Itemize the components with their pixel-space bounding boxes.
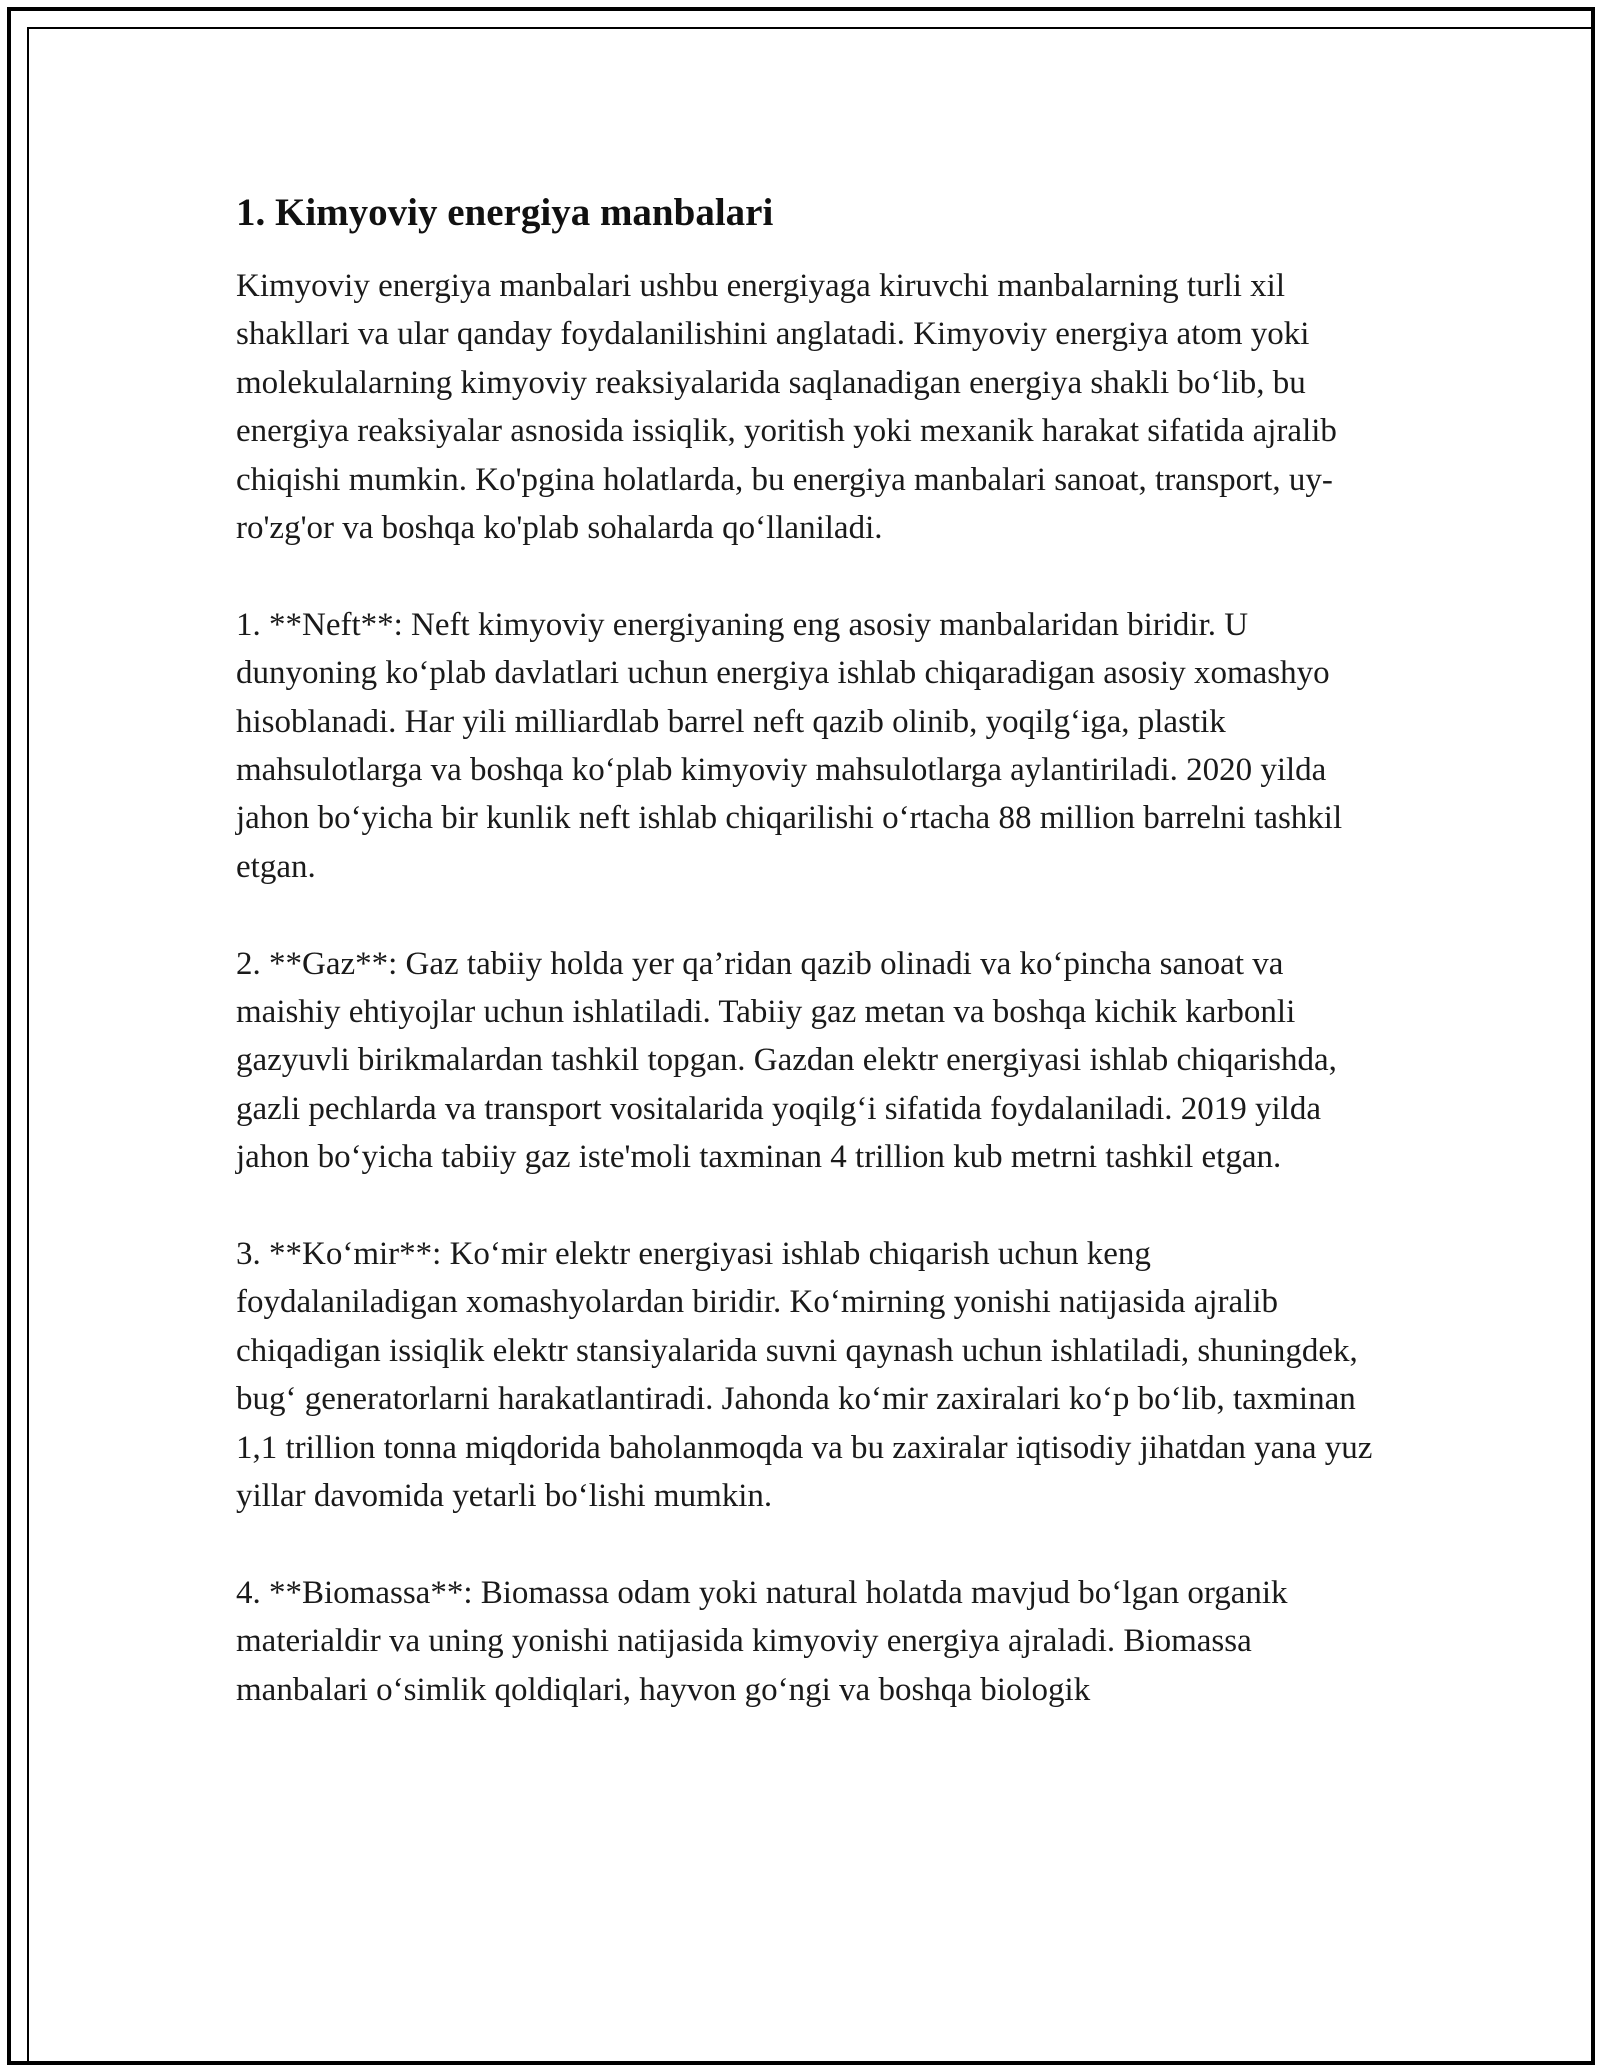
document-body [236, 188, 1376, 1763]
paragraph-biomassa: 4. **Biomassa**: Biomassa odam yoki natural holatda mavjud bo‘lgan organik materialdir va uning yonishi natijasida kimyoviy energiya ajraladi. Biomassa manbalari o‘simlik qoldiqlari, hayvon go‘ngi va boshqa biologik [236, 1574, 1288, 1708]
paragraph-neft: 1. **Neft**: Neft kimyoviy energiyaning eng asosiy manbalaridan biridir. U dunyoning ko‘plab davlatlari uchun energiya ishlab chiqaradigan asosiy xomashyo hisoblanadi. Har yili milliardlab barrel neft qazib olinib, yoqilg‘iga, plastik mahsulotlarga va boshqa ko‘plab kimyoviy mahsulotlarga aylantiriladi. 2020 yilda jahon bo‘yicha bir kunlik neft ishlab chiqarilishi o‘rtacha 88 million barrelni tashkil etgan. [236, 606, 1343, 885]
paragraph-gaz: 2. **Gaz**: Gaz tabiiy holda yer qa’ridan qazib olinadi va ko‘pincha sanoat va maishiy ehtiyojlar uchun ishlatiladi. Tabiiy gaz metan va boshqa kichik karbonli gazyuvli birikmalardan tashkil topgan. Gazdan elektr energiyasi ishlab chiqarishda, gazli pechlarda va transport vositalarida yoqilg‘i sifatida foydalaniladi. 2019 yilda jahon bo‘yicha tabiiy gaz iste'moli taxminan 4 trillion kub metrni tashkil etgan. [236, 945, 1337, 1176]
intro-paragraph: Kimyoviy energiya manbalari ushbu energiyaga kiruvchi manbalarning turli xil shakllari va ular qanday foydalanilishini anglatadi. Kimyoviy energiya atom yoki molekulalarning kimyoviy reaksiyalarida saqlanadigan energiya shakli bo‘lib, bu energiya reaksiyalar asnosida issiqlik, yoritish yoki mexanik harakat sifatida ajralib chiqishi mumkin. Ko'pgina holatlarda, bu energiya manbalari sanoat, transport, uy-ro'zg'or va boshqa ko'plab sohalarda qo‘llaniladi. [236, 268, 1337, 547]
section-heading: 1. Kimyoviy energiya manbalari [236, 191, 774, 234]
paragraph-komir: 3. **Ko‘mir**: Ko‘mir elektr energiyasi ishlab chiqarish uchun keng foydalaniladigan xomashyolardan biridir. Ko‘mirning yonishi natijasida ajralib chiqadigan issiqlik elektr stansiyalarida suvni qaynash uchun ishlatiladi, shuningdek, bug‘ generatorlarni harakatlantiradi. Jahonda ko‘mir zaxiralari ko‘p bo‘lib, taxminan 1,1 trillion tonna miqdorida baholanmoqda va bu zaxiralar iqtisodiy jihatdan yana yuz yillar davomida yetarli bo‘lishi mumkin. [236, 1236, 1373, 1515]
